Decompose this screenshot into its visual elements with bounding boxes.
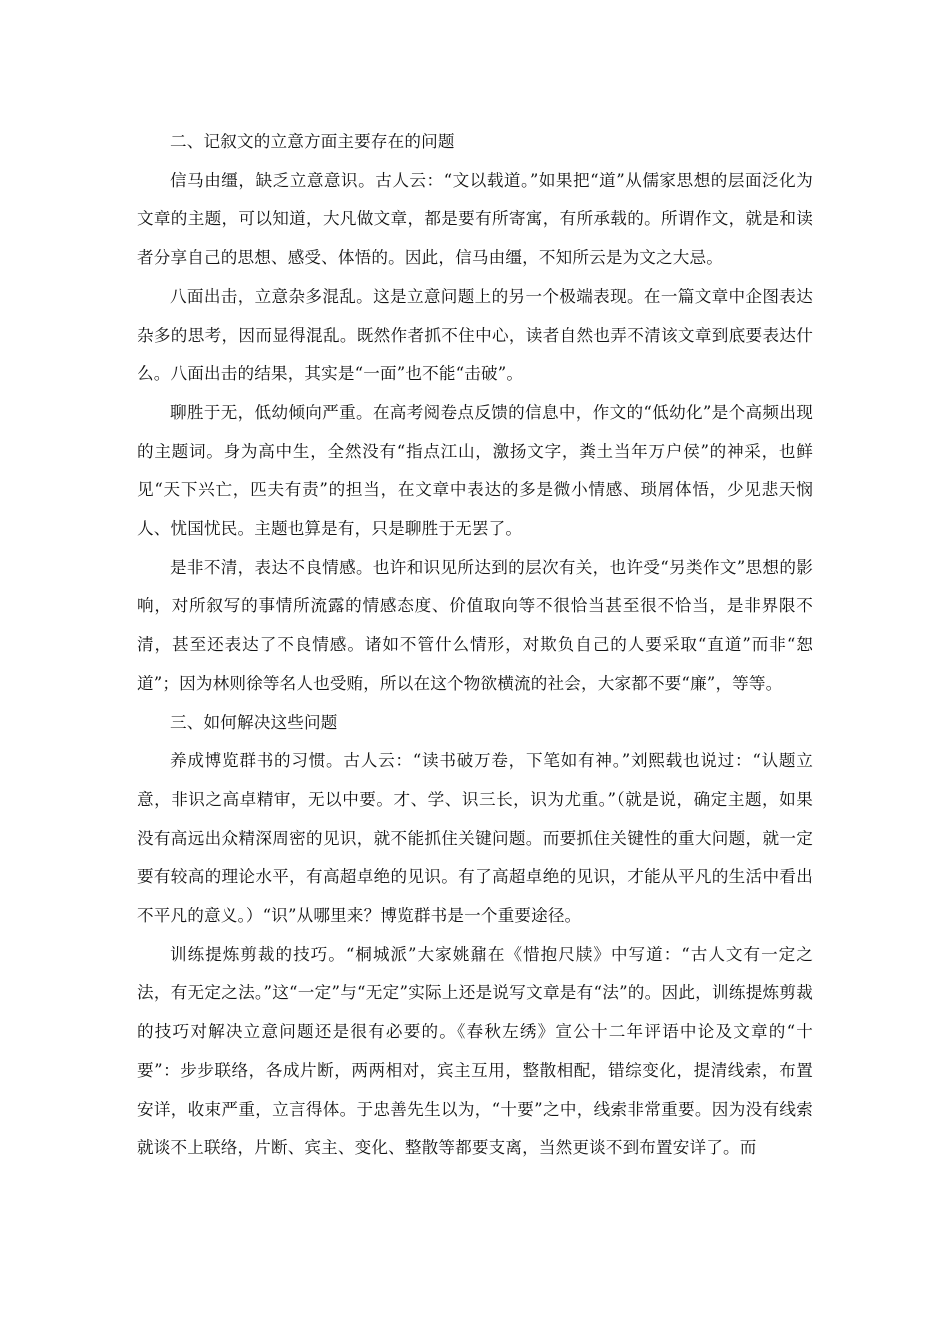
section-heading-2: 二、记叙文的立意方面主要存在的问题 bbox=[170, 132, 455, 151]
paragraph-unclear-values: 是非不清，表达不良情感。也许和识见所达到的层次有关，也许受“另类作文”思想的影响，对所叙写的事情所流露的情感态度、价值取向等不很恰当甚至很不恰当，是非界限不清，甚至还表达了不良情感。诸如不管什么情形，对欺负自己的人要采取“直道”而非“恕道”；因为林则徐等名人也受贿，所以在这个物欲横流的社会，大家都不要“廉”，等等。 bbox=[137, 557, 813, 693]
section-heading-3: 三、如何解决这些问题 bbox=[170, 712, 338, 732]
paragraph-lack-of-intent: 信马由缰，缺乏立意意识。古人云：“文以载道。”如果把“道”从儒家思想的层面泛化为文章的主题，可以知道，大凡做文章，都是要有所寄寓，有所承载的。所谓作文，就是和读者分享自己的思想、感受、体悟的。因此，信马由缰，不知所云是为文之大忌。 bbox=[137, 170, 813, 268]
paragraph-refinement-skill: 训练提炼剪裁的技巧。“桐城派”大家姚鼐在《惜抱尺牍》中写道：“古人文有一定之法，有无定之法。”这“一定”与“无定”实际上还是说写文章是有“法”的。因此，训练提炼剪裁的技巧对解决立意问题还是很有必要的。《春秋左绣》宣公十二年评语中论及文章的“十要”：步步联络，各成片断，两两相对，宾主互用，整散相配，错综变化，提清线索，布置安详，收束严重，立言得体。于忠善先生以为，“十要”之中，线索非常重要。因为没有线索就谈不上联络，片断、宾主、变化、整散等都要支离，当然更谈不到布置安详了。而 bbox=[137, 944, 813, 1158]
paragraph-childish-tendency: 聊胜于无，低幼倾向严重。在高考阅卷点反馈的信息中，作文的“低幼化”是个高频出现的主题词。身为高中生，全然没有“指点江山，激扬文字，粪土当年万户侯”的神采，也鲜见“天下兴亡，匹夫有责”的担当，在文章中表达的多是微小情感、琐屑体悟，少见悲天悯人、忧国忧民。主题也算是有，只是聊胜于无罢了。 bbox=[137, 402, 813, 539]
paragraph-messy-intent: 八面出击，立意杂多混乱。这是立意问题上的另一个极端表现。在一篇文章中企图表达杂多的思考，因而显得混乱。既然作者抓不住中心，读者自然也弄不清该文章到底要表达什么。八面出击的结果，其实是“一面”也不能“击破”。 bbox=[137, 286, 813, 384]
document-body bbox=[137, 123, 813, 1168]
paragraph-reading-habit: 养成博览群书的习惯。古人云：“读书破万卷，下笔如有神。”刘熙载也说过：“认题立意，非识之高卓精审，无以中要。才、学、识三长，识为尤重。”（就是说，确定主题，如果没有高远出众精深周密的见识，就不能抓住关键问题。而要抓住关键性的重大问题，就一定要有较高的理论水平，有高超卓绝的见识。有了高超卓绝的见识，才能从平凡的生活中看出不平凡的意义。）“识”从哪里来？博览群书是一个重要途径。 bbox=[137, 751, 813, 926]
